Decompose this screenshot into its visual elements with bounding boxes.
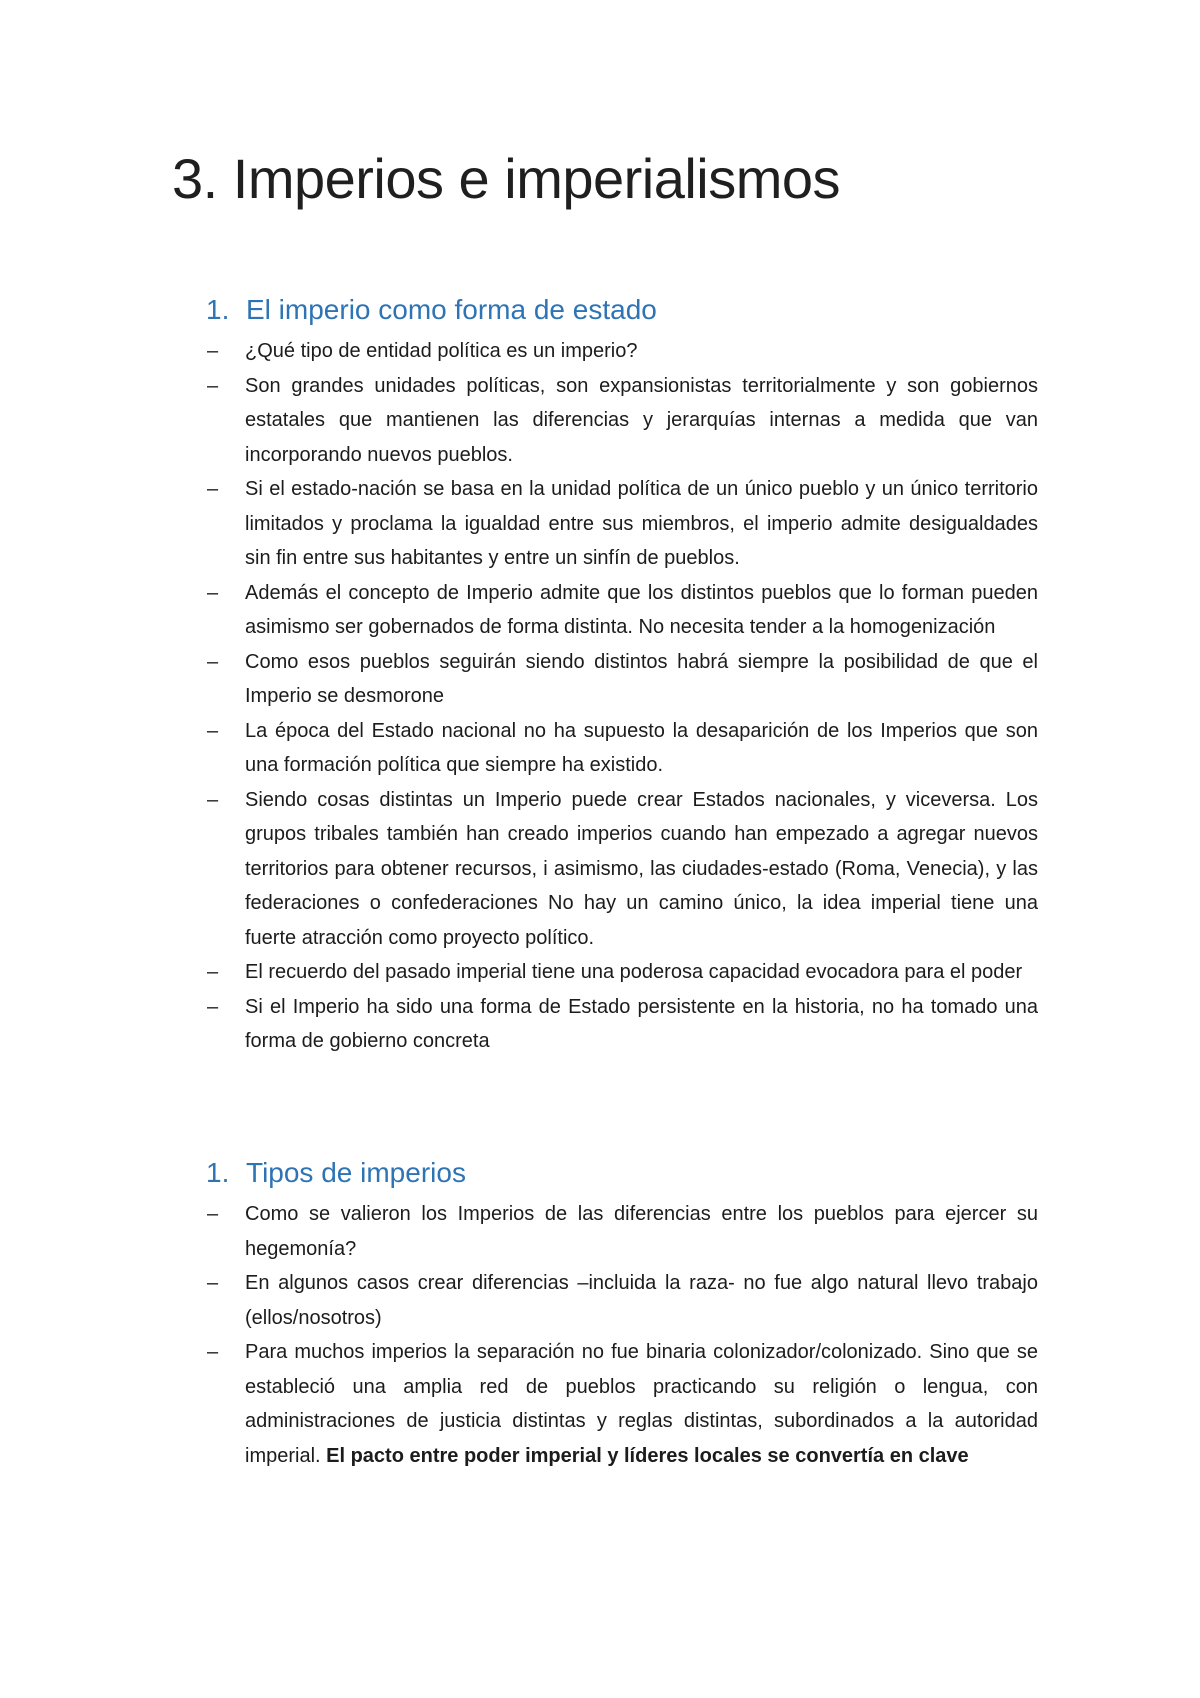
bullet-list (0, 334, 1200, 1059)
bullet-item (0, 783, 1038, 956)
section-heading-text: Tipos de imperios (246, 1157, 466, 1188)
bullet-list (0, 1197, 1200, 1473)
bullet-bold-text: El pacto entre poder imperial y líderes locales se convertía en clave (326, 1444, 969, 1467)
section-number: 1. (206, 294, 230, 325)
section-heading (206, 292, 1200, 328)
bullet-dash: – (207, 1272, 219, 1294)
bullet-item (0, 369, 1038, 473)
bullet-item (0, 955, 1038, 990)
bullet-dash: – (207, 374, 219, 397)
bullet-item (0, 472, 1038, 576)
section-imperio-forma-estado (0, 292, 1200, 1059)
bullet-text: Siendo cosas distintas un Imperio puede crear Estados nacionales, y viceversa. Los grupos tribales también han creado imperios cuando han empezado a agregar nuevos territorios para obtener recursos, i asimismo, las ciudades-estado (Roma, Venecia), y las federaciones o confederaciones No hay un camino único, la idea imperial tiene una fuerte atracción como proyecto político. (245, 788, 1038, 949)
bullet-text: La época del Estado nacional no ha supuesto la desaparición de los Imperios que son una formación política que siempre ha existido. (245, 719, 1038, 776)
bullet-dash: – (207, 961, 219, 983)
bullet-item (0, 1197, 1038, 1266)
bullet-text: Si el estado-nación se basa en la unidad política de un único pueblo y un único territorio limitados y proclama la igualdad entre sus miembros, el imperio admite desigualdades sin fin entre sus habitantes y entre un sinfín de pueblos. (245, 478, 1038, 569)
bullet-item (0, 714, 1038, 783)
section-tipos-imperios (0, 1155, 1200, 1473)
bullet-item (0, 1266, 1038, 1335)
bullet-text: Para muchos imperios la separación no fue binaria colonizador/colonizado. Sino que se estableció una amplia red de pueblos practicando su religión o lengua, con administraciones de justicia distintas y reglas distintas, subordinados a la autoridad imperial. (245, 1341, 1038, 1467)
bullet-item (0, 334, 1038, 369)
bullet-text: Como esos pueblos seguirán siendo distintos habrá siempre la posibilidad de que el Imperio se desmorone (245, 650, 1038, 707)
section-heading (206, 1155, 1200, 1191)
bullet-dash: – (207, 340, 219, 362)
bullet-dash: – (207, 581, 219, 604)
section-heading-text: El imperio como forma de estado (246, 294, 657, 325)
bullet-dash: – (207, 478, 219, 500)
bullet-dash: – (207, 1341, 219, 1363)
bullet-dash: – (207, 650, 219, 673)
bullet-item (0, 576, 1038, 645)
bullet-text: Además el concepto de Imperio admite que los distintos pueblos que lo forman pueden asimismo ser gobernados de forma distinta. No necesita tender a la homogenización (245, 581, 1038, 638)
document-title: 3. Imperios e imperialismos (172, 147, 841, 210)
bullet-text: El recuerdo del pasado imperial tiene una poderosa capacidad evocadora para el poder (245, 961, 1023, 983)
bullet-dash: – (207, 995, 219, 1018)
bullet-dash: – (207, 1203, 219, 1225)
bullet-dash: – (207, 788, 219, 811)
bullet-text: ¿Qué tipo de entidad política es un imperio? (245, 340, 638, 362)
bullet-item (0, 990, 1038, 1059)
bullet-text: En algunos casos crear diferencias –incluida la raza- no fue algo natural llevo trabajo (ellos/nosotros) (245, 1272, 1038, 1329)
bullet-item (0, 645, 1038, 714)
bullet-item (0, 1335, 1038, 1473)
bullet-text: Si el Imperio ha sido una forma de Estado persistente en la historia, no ha tomado una forma de gobierno concreta (245, 995, 1038, 1052)
bullet-text: Como se valieron los Imperios de las diferencias entre los pueblos para ejercer su hegemonía? (245, 1203, 1038, 1260)
bullet-dash: – (207, 719, 219, 742)
bullet-text: Son grandes unidades políticas, son expansionistas territorialmente y son gobiernos estatales que mantienen las diferencias y jerarquías internas a medida que van incorporando nuevos pueblos. (245, 374, 1038, 466)
section-number: 1. (206, 1157, 230, 1188)
